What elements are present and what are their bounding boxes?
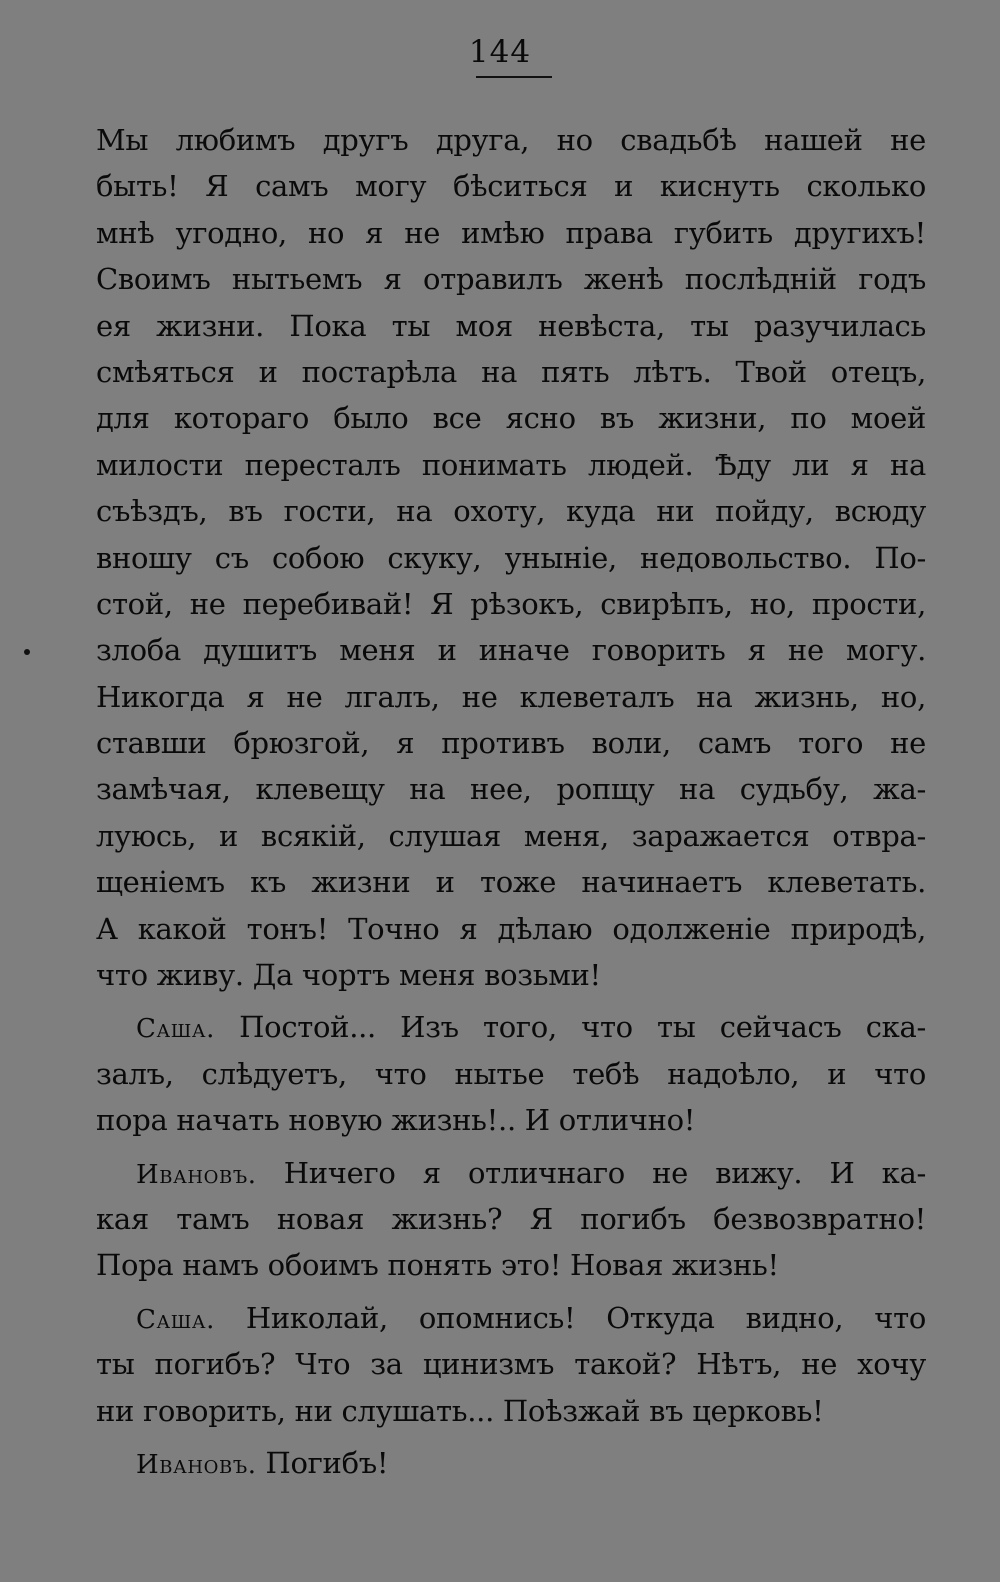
text-line: Пора намъ обоимъ понять это! Новая жизнь!: [96, 1248, 779, 1283]
speaker-name: Саша.: [136, 1304, 215, 1335]
text-line: стой, не перебивай! Я рѣзокъ, свирѣпъ, но, прости,: [96, 586, 926, 621]
dialogue-line: [96, 1440, 926, 1486]
text-line: милости пересталъ понимать людей. Ѣду ли я на: [96, 447, 926, 482]
text-line: ты погибъ? Что за цинизмъ такой? Нѣтъ, не хочу: [96, 1347, 926, 1382]
text-line: для котораго было все ясно въ жизни, по моей: [96, 401, 926, 436]
text-line: злоба душитъ меня и иначе говорить я не могу.: [96, 633, 926, 668]
text-line: ея жизни. Пока ты моя невѣста, ты разучилась: [96, 308, 926, 343]
page-number-rule: [476, 76, 552, 78]
dialogue-line: [96, 1295, 926, 1341]
text-line: вношу съ собою скуку, уныніе, недовольство. По-: [96, 540, 926, 575]
text-line: быть! Я самъ могу бѣситься и киснуть сколько: [96, 169, 926, 204]
dialogue-text: Постой... Изъ того, что ты сейчасъ ска-: [239, 1010, 926, 1045]
text-line: А какой тонъ! Точно я дѣлаю одолженіе природѣ,: [96, 911, 926, 946]
text-line: залъ, слѣдуетъ, что нытье тебѣ надоѣло, и что: [96, 1056, 926, 1091]
text-line: луюсь, и всякій, слушая меня, заражается отвра-: [96, 818, 926, 853]
margin-mark: [24, 649, 30, 655]
speaker-name: Ивановъ.: [136, 1449, 257, 1480]
dialogue-line: [96, 1150, 926, 1196]
dialogue-line: [96, 1004, 926, 1050]
text-line: ставши брюзгой, я противъ воли, самъ того не: [96, 726, 926, 761]
dialogue-text: Погибъ!: [265, 1445, 389, 1480]
text-line: ни говорить, ни слушать... Поѣзжай въ церковь!: [96, 1393, 824, 1428]
text-line: смѣяться и постарѣла на пять лѣтъ. Твой отецъ,: [96, 354, 926, 389]
speaker-name: Ивановъ.: [136, 1159, 257, 1190]
page-number: 144: [468, 34, 532, 70]
text-line: Мы любимъ другъ друга, но свадьбѣ нашей не: [96, 123, 926, 157]
text-line: мнѣ угодно, но я не имѣю права губить другихъ!: [96, 215, 926, 250]
dialogue-text: Николай, опомнись! Откуда видно, что: [245, 1300, 926, 1335]
text-line: Никогда я не лгалъ, не клеветалъ на жизнь, но,: [96, 679, 926, 714]
text-line: съѣздъ, въ гости, на охоту, куда ни пойду, всюду: [96, 494, 926, 529]
text-block: [96, 117, 926, 1486]
dialogue-text: Ничего я отличнаго не вижу. И ка-: [283, 1155, 926, 1190]
text-line: Своимъ нытьемъ я отравилъ женѣ послѣдній годъ: [96, 262, 926, 297]
text-line: что живу. Да чортъ меня возьми!: [96, 958, 601, 993]
text-line: щеніемъ къ жизни и тоже начинаетъ клеветать.: [96, 865, 926, 900]
speaker-name: Саша.: [136, 1014, 215, 1045]
text-line: кая тамъ новая жизнь? Я погибъ безвозвратно!: [96, 1201, 926, 1236]
text-line: пора начать новую жизнь!.. И отлично!: [96, 1103, 696, 1138]
text-line: замѣчая, клевещу на нее, ропщу на судьбу, жа-: [96, 772, 926, 807]
